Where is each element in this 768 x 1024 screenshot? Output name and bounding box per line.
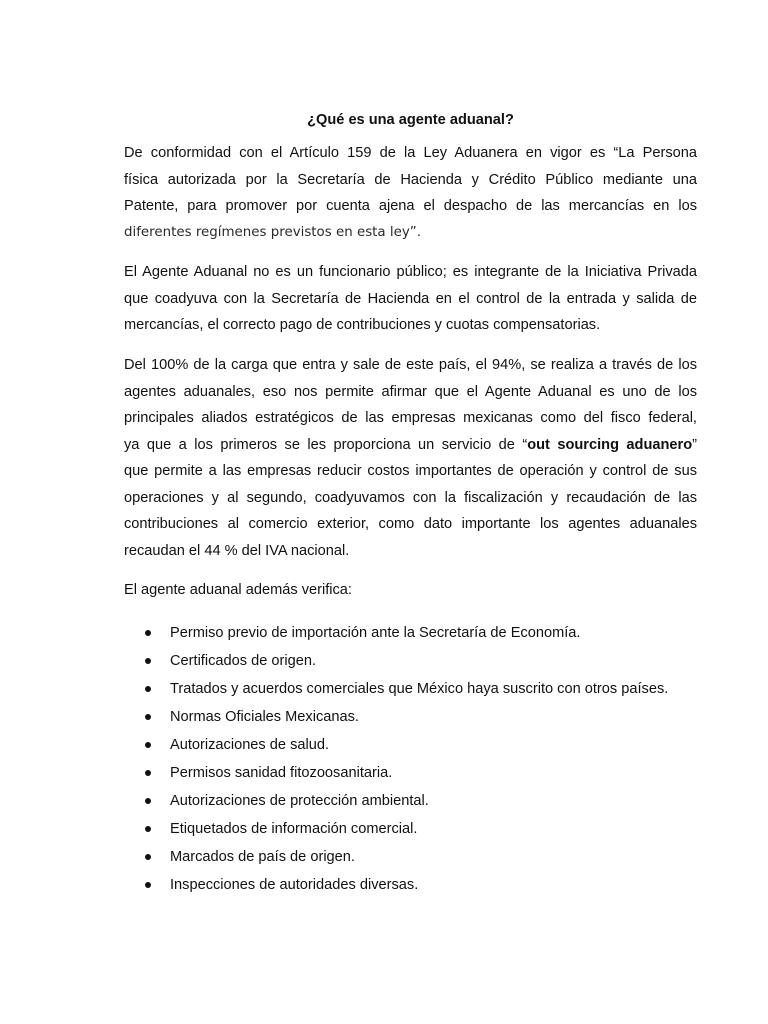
- paragraph-definition: [124, 140, 697, 246]
- bullet-icon: [145, 686, 151, 692]
- document-title: ¿Qué es una agente aduanal?: [307, 112, 514, 128]
- list-item: [142, 871, 702, 899]
- bullet-icon: [145, 826, 151, 832]
- list-item: [142, 675, 702, 703]
- list-item: [142, 843, 702, 871]
- list-item-text: Tratados y acuerdos comerciales que México haya suscrito con otros países.: [170, 681, 669, 697]
- paragraph-line: recaudan el 44 % del IVA nacional.: [124, 542, 350, 559]
- bullet-icon: [145, 854, 151, 860]
- list-item: [142, 619, 702, 647]
- bullet-icon: [145, 742, 151, 748]
- paragraph-line-emphasis: [124, 432, 697, 459]
- line-text: ”: [692, 436, 697, 453]
- paragraph-line: principales aliados estratégicos de las empresas mexicanas como del fisco federal,: [124, 410, 697, 426]
- list-item-text: Permiso previo de importación ante la Secretaría de Economía.: [170, 625, 581, 641]
- paragraph-line: que coadyuva con la Secretaría de Hacienda en el control de la entrada y salida de: [124, 290, 697, 307]
- paragraph-line: El agente aduanal además verifica:: [124, 582, 352, 598]
- bullet-icon: [145, 630, 151, 636]
- paragraph-line: Del 100% de la carga que entra y sale de este país, el 94%, se realiza a través de los: [124, 357, 697, 373]
- list-item-text: Normas Oficiales Mexicanas.: [170, 709, 359, 725]
- bullet-icon: [145, 882, 151, 888]
- paragraph-line: diferentes regímenes previstos en esta ley”.: [124, 224, 421, 240]
- paragraph-line: operaciones y al segundo, coadyuvamos con la fiscalización y recaudación de las: [124, 489, 697, 506]
- paragraph-statistics: [124, 352, 697, 564]
- list-item-text: Etiquetados de información comercial.: [170, 821, 418, 837]
- list-item-text: Autorizaciones de salud.: [170, 737, 330, 753]
- verification-list: [142, 619, 702, 899]
- paragraph-line: agentes aduanales, eso nos permite afirmar que el Agente Aduanal es uno de los: [124, 383, 697, 400]
- paragraph-line: física autorizada por la Secretaría de Hacienda y Crédito Público mediante una: [124, 171, 697, 188]
- list-item: [142, 815, 702, 843]
- paragraph-line: El Agente Aduanal no es un funcionario público; es integrante de la Iniciativa Privada: [124, 264, 697, 280]
- paragraph-line: Patente, para promover por cuenta ajena el despacho de las mercancías en los: [124, 198, 697, 214]
- list-item: [142, 787, 702, 815]
- list-item-text: Inspecciones de autoridades diversas.: [170, 877, 419, 893]
- list-item-text: Marcados de país de origen.: [170, 849, 355, 865]
- paragraph-line: mercancías, el correcto pago de contribuciones y cuotas compensatorias.: [124, 317, 601, 333]
- list-item: [142, 731, 702, 759]
- bullet-icon: [145, 714, 151, 720]
- list-item-text: Permisos sanidad fitozoosanitaria.: [170, 765, 393, 781]
- line-text: ya que a los primeros se les proporciona un servicio de “: [124, 436, 528, 453]
- paragraph-line: que permite a las empresas reducir costos importantes de operación y control de sus: [124, 463, 697, 479]
- paragraph-line: contribuciones al comercio exterior, como dato importante los agentes aduanales: [124, 516, 697, 532]
- paragraph-role: [124, 259, 697, 339]
- bullet-icon: [145, 770, 151, 776]
- paragraph-verifies: [124, 577, 697, 604]
- list-item: [142, 647, 702, 675]
- list-item: [142, 703, 702, 731]
- bullet-icon: [145, 658, 151, 664]
- list-item-text: Certificados de origen.: [170, 653, 317, 669]
- bold-term: out sourcing aduanero: [527, 436, 693, 453]
- list-item: [142, 759, 702, 787]
- list-item-text: Autorizaciones de protección ambiental.: [170, 793, 429, 809]
- bullet-icon: [145, 798, 151, 804]
- paragraph-line: De conformidad con el Artículo 159 de la Ley Aduanera en vigor es “La Persona: [124, 145, 697, 161]
